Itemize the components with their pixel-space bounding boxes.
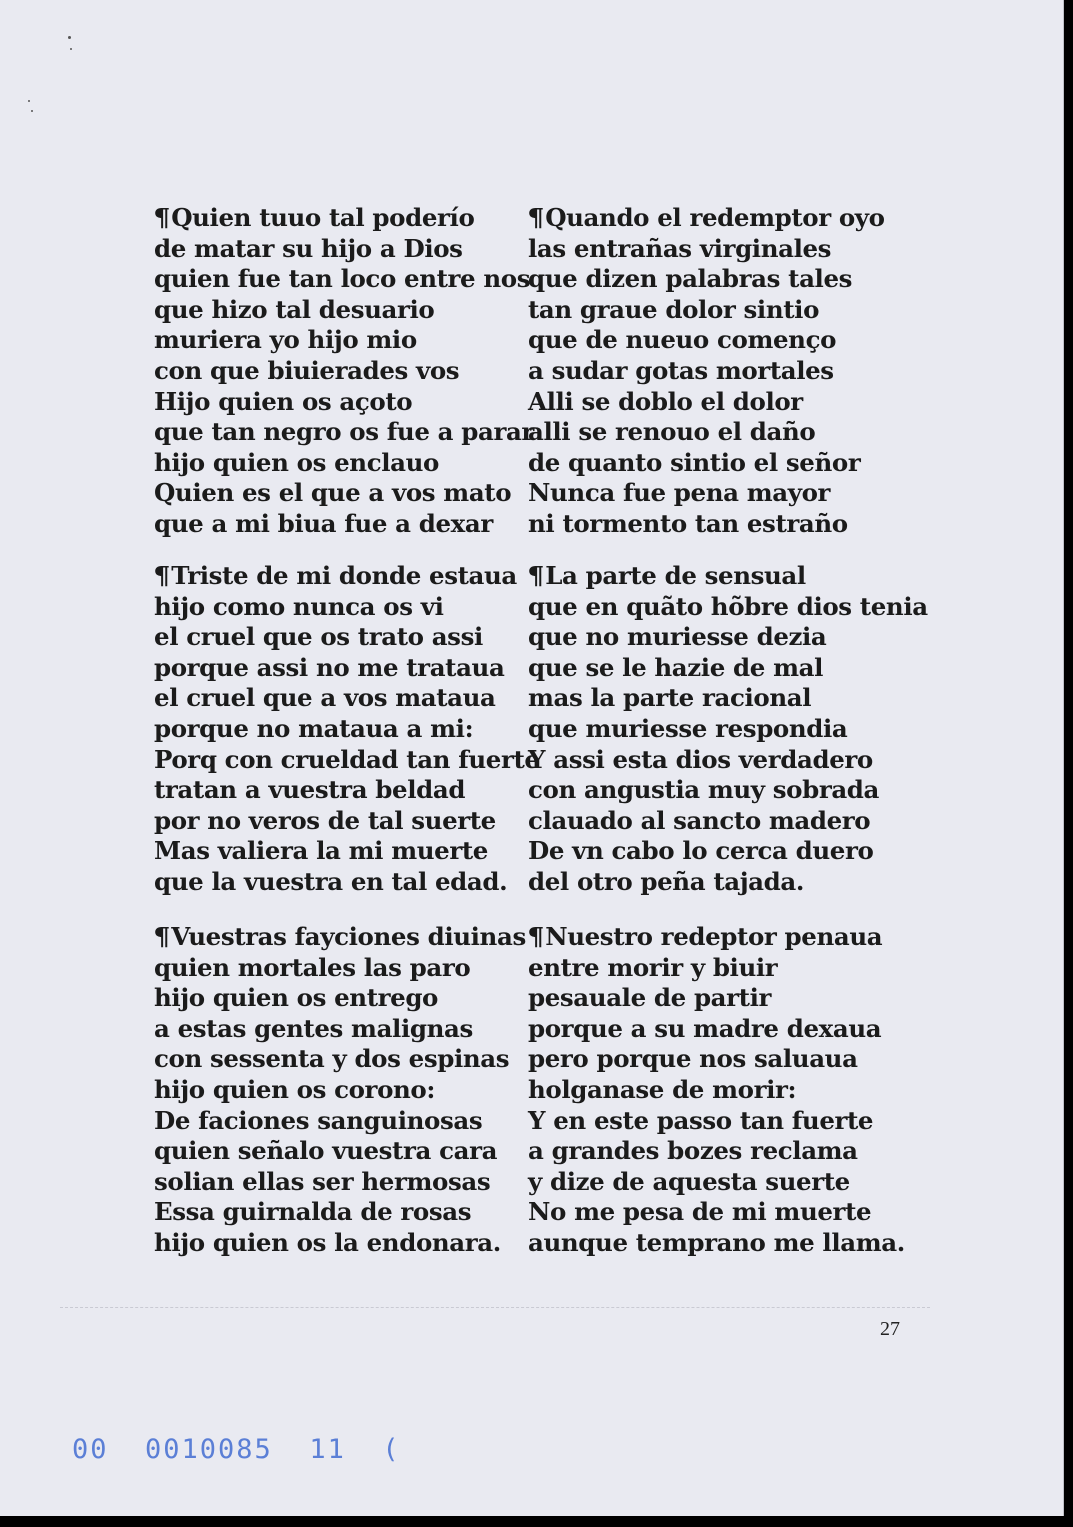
stanza-4	[527, 561, 928, 898]
pilcrow-icon: ¶	[527, 922, 544, 951]
verse-line: solian ellas ser hermosas	[154, 1166, 491, 1196]
pilcrow-icon: ¶	[153, 203, 170, 232]
verse-line: que hizo tal desuario	[154, 294, 435, 324]
page-fold-divider	[60, 1307, 930, 1308]
verse-line: y dize de aquesta suerte	[528, 1166, 850, 1196]
verse-line: de matar su hijo a Dios	[154, 233, 463, 263]
verse-line: De vn cabo lo cerca duero	[528, 836, 874, 866]
verse-line: mas la parte racional	[528, 683, 812, 713]
verse-line: Hijo quien os açoto	[154, 386, 413, 416]
verse-line: que la vuestra en tal edad.	[154, 866, 508, 896]
verse-line: porque no mataua a mi:	[154, 713, 474, 743]
verse-line: Mas valiera la mi muerte	[154, 836, 488, 866]
verse-line: Y en este passo tan fuerte	[528, 1105, 874, 1135]
verse-line: ni tormento tan estraño	[528, 508, 848, 538]
verse-line: el cruel que os trato assi	[154, 622, 483, 652]
verse-line: del otro peña tajada.	[528, 866, 804, 896]
pilcrow-icon: ¶	[153, 561, 170, 590]
verse-line: con sessenta y dos espinas	[154, 1044, 510, 1074]
verse-line: Nunca fue pena mayor	[528, 478, 831, 508]
verse-line: Quien es el que a vos mato	[154, 478, 512, 508]
dust-speck	[68, 36, 71, 39]
verse-line: que tan negro os fue a parar	[154, 417, 534, 447]
verse-line: entre morir y biuir	[528, 952, 778, 982]
verse-line: hijo quien os enclauo	[154, 447, 439, 477]
verse-line: quien mortales las paro	[154, 952, 471, 982]
verse-line: que muriesse respondia	[528, 713, 848, 743]
verse-line: por no veros de tal suerte	[154, 805, 496, 835]
dust-speck	[28, 100, 30, 102]
verse-line: hijo quien os corono:	[154, 1074, 436, 1104]
pilcrow-icon: ¶	[527, 561, 544, 590]
verse-line: ¶Nuestro redeptor penaua	[527, 922, 883, 951]
verse-line: Essa guirnalda de rosas	[154, 1197, 472, 1227]
verse-line: holganase de morir:	[528, 1074, 797, 1104]
verse-line: No me pesa de mi muerte	[528, 1197, 872, 1227]
verse-line: que en quãto hõbre dios tenia	[528, 591, 928, 621]
verse-line: que dizen palabras tales	[528, 264, 853, 294]
verse-line: tan graue dolor sintio	[528, 294, 820, 324]
verse-line: de quanto sintio el señor	[528, 447, 861, 477]
verse-line: con que biuierades vos	[154, 355, 460, 385]
stanza-6	[527, 922, 905, 1259]
verse-line: ¶Quien tuuo tal poderío	[153, 203, 475, 232]
verse-line: quien fue tan loco entre nos	[154, 264, 531, 294]
verse-line: que no muriesse dezia	[528, 622, 827, 652]
verse-line: De faciones sanguinosas	[154, 1105, 483, 1135]
stanza-3	[153, 561, 540, 898]
verse-line: muriera yo hijo mio	[154, 325, 417, 355]
verse-line: hijo como nunca os vi	[154, 591, 444, 621]
verse-line: ¶La parte de sensual	[527, 561, 806, 590]
verse-line: aunque temprano me llama.	[528, 1227, 905, 1257]
verse-line: Alli se doblo el dolor	[528, 386, 803, 416]
verse-line: que se le hazie de mal	[528, 652, 823, 682]
verse-line: pesauale de partir	[528, 983, 771, 1013]
verse-line: porque assi no me trataua	[154, 652, 505, 682]
verse-line: porque a su madre dexaua	[528, 1013, 882, 1043]
archive-stamp: 00 0010085 11 (	[72, 1434, 401, 1465]
verse-line: tratan a vuestra beldad	[154, 775, 466, 805]
dust-speck	[31, 110, 33, 112]
stanza-1	[153, 203, 534, 540]
verse-line: hijo quien os entrego	[154, 983, 438, 1013]
verse-line: a grandes bozes reclama	[528, 1136, 858, 1166]
verse-line: a estas gentes malignas	[154, 1013, 473, 1043]
verse-line: ¶Triste de mi donde estaua	[153, 561, 517, 590]
verse-line: el cruel que a vos mataua	[154, 683, 496, 713]
verse-line: quien señalo vuestra cara	[154, 1136, 498, 1166]
pilcrow-icon: ¶	[153, 922, 170, 951]
verse-line: las entrañas virginales	[528, 233, 832, 263]
stanza-2	[528, 203, 898, 540]
page-number: 27	[880, 1318, 900, 1340]
pilcrow-icon: ¶	[527, 203, 544, 232]
verse-line: con angustia muy sobrada	[528, 775, 880, 805]
verse-line: pero porque nos saluaua	[528, 1044, 858, 1074]
verse-line: que de nueuo començo	[528, 325, 837, 355]
stanza-5	[154, 922, 524, 1259]
verse-line: alli se renouo el daño	[528, 417, 816, 447]
verse-line: que a mi biua fue a dexar	[154, 508, 493, 538]
verse-line: ¶Vuestras fayciones diuinas	[153, 922, 526, 951]
verse-line: ¶Quando el redemptor oyo	[527, 203, 885, 232]
verse-line: clauado al sancto madero	[528, 805, 871, 835]
verse-line: Porq con crueldad tan fuerte	[154, 744, 540, 774]
dust-speck	[70, 48, 72, 50]
verse-line: a sudar gotas mortales	[528, 355, 834, 385]
verse-line: Y assi esta dios verdadero	[528, 744, 873, 774]
verse-line: hijo quien os la endonara.	[154, 1227, 501, 1257]
